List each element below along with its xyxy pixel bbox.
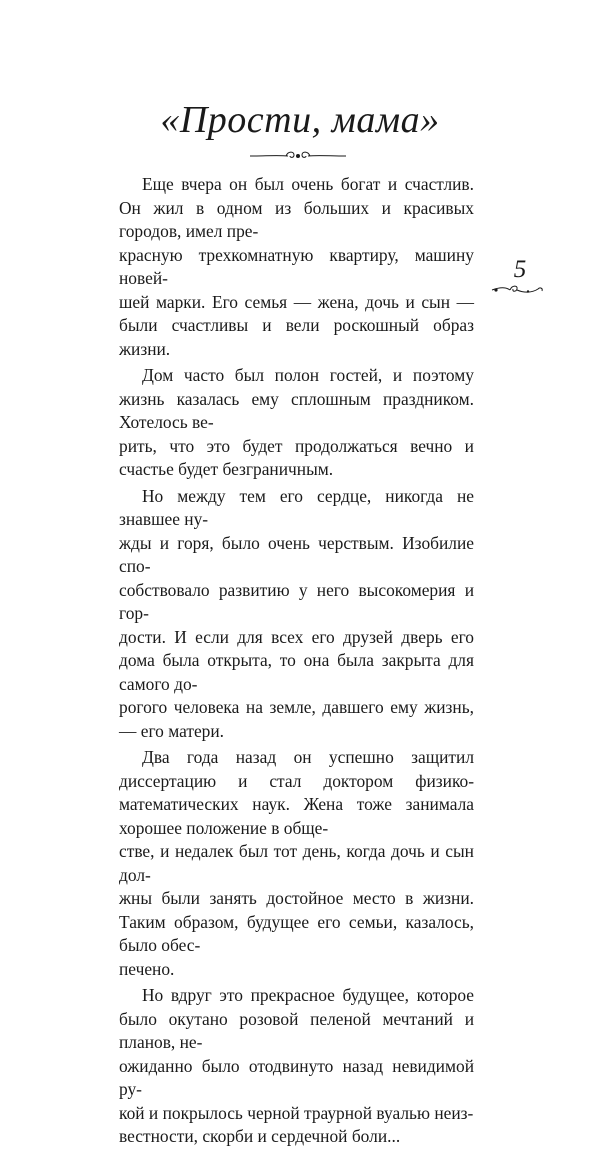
paragraph: Но между тем его сердце, никогда не знавшее ну- жды и горя, было очень черствым. Изобилие спо- собствовало развитию у него высокомерия и гор- дости. И если для всех его друзей дверь его дома была открыта, то она была закрыта для самого до- рогого человека на земле, давшего ему жизнь, — его матери.	[119, 485, 474, 741]
page-number: 5	[513, 256, 527, 283]
title-flourish-ornament	[248, 150, 348, 162]
paragraph: Два года назад он успешно защитил диссертацию и стал доктором физико-математических наук. Жена тоже занимала хорошее положение в обще- стве, и недалек был тот день, когда дочь и сын дол- жны были занять достойное место в жизни. Таким образом, будущее его семьи, казалось, было обес- печено.	[119, 747, 474, 979]
paragraph: Дом часто был полон гостей, и поэтому жизнь казалась ему сплошным праздником. Хотелось ве- рить, что это будет продолжаться вечно и счастье будет безграничным.	[119, 365, 474, 479]
body-text	[119, 173, 474, 1152]
paragraph: Еще вчера он был очень богат и счастлив. Он жил в одном из больших и красивых городов, имел пре- красную трехкомнатную квартиру, машину новей- шей марки. Его семья — жена, дочь и сын — были счастливы и вели роскошный образ жизни.	[119, 174, 474, 359]
paragraph: Но вдруг это прекрасное будущее, которое было окутано розовой пеленой мечтаний и планов, не- ожиданно было отодвинуто назад невидимой ру- кой и покрылось черной траурной вуалью неиз- вестности, скорби и сердечной боли...	[119, 985, 474, 1146]
chapter-title: «Прости, мама»	[160, 99, 440, 141]
page-number-flourish-ornament	[490, 283, 545, 295]
